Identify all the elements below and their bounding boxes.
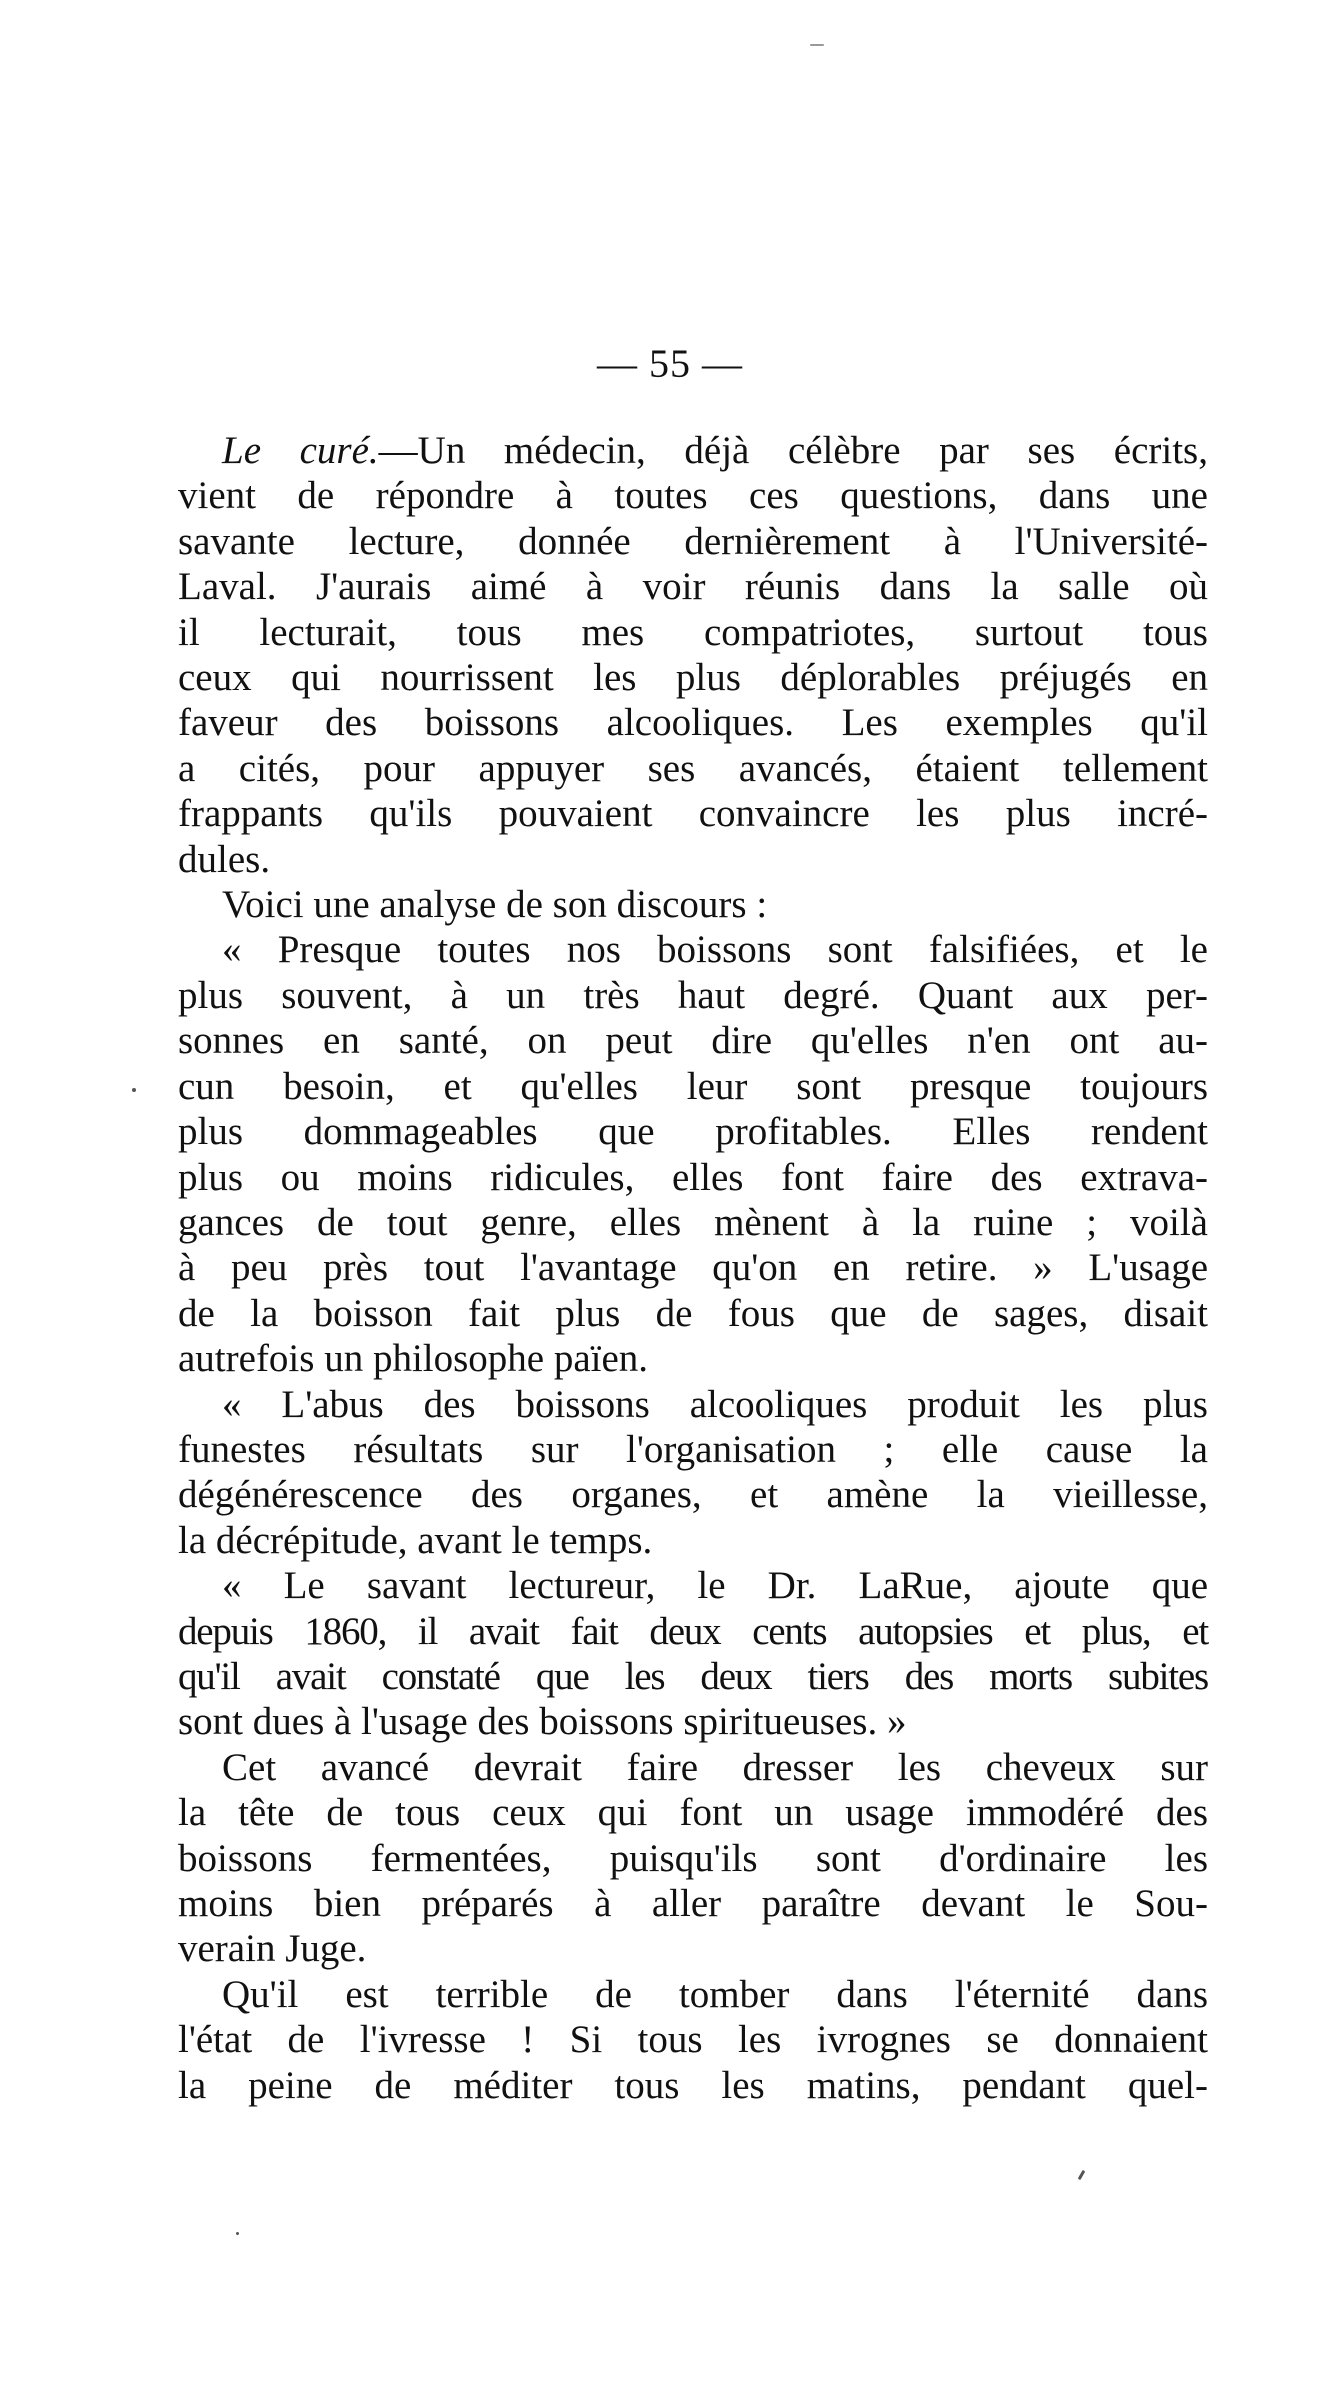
text-line: sont dues à l'usage des boissons spiritueuses. » [178,1700,907,1744]
text-line: « Presque toutes nos boissons sont falsifiées, et le [222,928,1208,972]
text-line: boissons fermentées, puisqu'ils sont d'ordinaire les [178,1836,1208,1880]
text-line: ceux qui nourrissent les plus déplorables préjugés en [178,656,1208,700]
text-line: a cités, pour appuyer ses avancés, étaient tellement [178,746,1208,790]
text-line: « L'abus des boissons alcooliques produit les plus [222,1382,1208,1426]
text-line: plus dommageables que profitables. Elles rendent [178,1110,1208,1154]
text-line: autrefois un philosophe païen. [178,1337,649,1381]
text-line: la tête de tous ceux qui font un usage immodéré des [178,1791,1208,1835]
text-line: faveur des boissons alcooliques. Les exemples qu'il [178,701,1208,745]
text-line: funestes résultats sur l'organisation ; elle cause la [178,1427,1208,1471]
text-line: vient de répondre à toutes ces questions, dans une [178,474,1208,518]
text-line: moins bien préparés à aller paraître devant le Sou- [178,1882,1208,1925]
paragraph-quote-larue [178,1563,1208,1745]
paragraph-quote-abuse [178,1382,1208,1564]
text-line: il lecturait, tous mes compatriotes, surtout tous [178,610,1208,654]
paragraph-hair-raising [178,1745,1208,1972]
text-line: qu'il avait constaté que les deux tiers des morts subites [178,1654,1208,1698]
page-number: — 55 — [597,341,743,386]
print-speck [132,1088,136,1092]
paragraph-cure-statement [178,428,1208,882]
text-line: la peine de méditer tous les matins, pendant quel- [178,2063,1208,2107]
text-line: de la boisson fait plus de fous que de sages, disait [178,1291,1208,1335]
text-line: Laval. J'aurais aimé à voir réunis dans la salle où [178,565,1208,609]
text-line: à peu près tout l'avantage qu'on en retire. » L'usage [178,1246,1208,1290]
text-line: cun besoin, et qu'elles leur sont presque toujours [178,1064,1208,1108]
text-line: frappants qu'ils pouvaient convaincre les plus incré- [178,792,1208,836]
text-line: l'état de l'ivresse ! Si tous les ivrognes se donnaient [178,2018,1208,2062]
text-line: dules. [178,837,271,881]
text-line: Qu'il est terrible de tomber dans l'éternité dans [222,1972,1208,2016]
print-speck [810,44,824,46]
text-line: plus souvent, à un très haut degré. Quant aux per- [178,973,1208,1017]
paragraph-eternity [178,1972,1208,2108]
paragraph-quote-falsified [178,927,1208,1381]
text-line: depuis 1860, il avait fait deux cents autopsies et plus, et [178,1609,1208,1653]
text-line: la décrépitude, avant le temps. [178,1518,653,1562]
text-line: Cet avancé devrait faire dresser les cheveux sur [222,1745,1208,1789]
text-line: gances de tout genre, elles mènent à la ruine ; voilà [178,1200,1208,1244]
print-speck [236,2232,239,2235]
speaker-label: Le curé. [222,429,379,472]
text-line: dégénérescence des organes, et amène la vieillesse, [178,1473,1208,1517]
text-line: Voici une analyse de son discours : [222,883,768,927]
print-speck [1078,2170,1086,2180]
text-line: « Le savant lectureur, le Dr. LaRue, ajoute que [222,1564,1208,1608]
text-line: savante lecture, donnée dernièrement à l'Université- [178,519,1208,563]
paragraph-analysis-intro [178,882,1208,927]
text-line: verain Juge. [178,1927,367,1971]
page-body-text [178,428,1208,2108]
text-line: plus ou moins ridicules, elles font faire des extrava- [178,1155,1208,1199]
text-line: Le curé.—Un médecin, déjà célèbre par ses écrits, [222,429,1208,472]
text-line: sonnes en santé, on peut dire qu'elles n'en ont au- [178,1019,1208,1063]
